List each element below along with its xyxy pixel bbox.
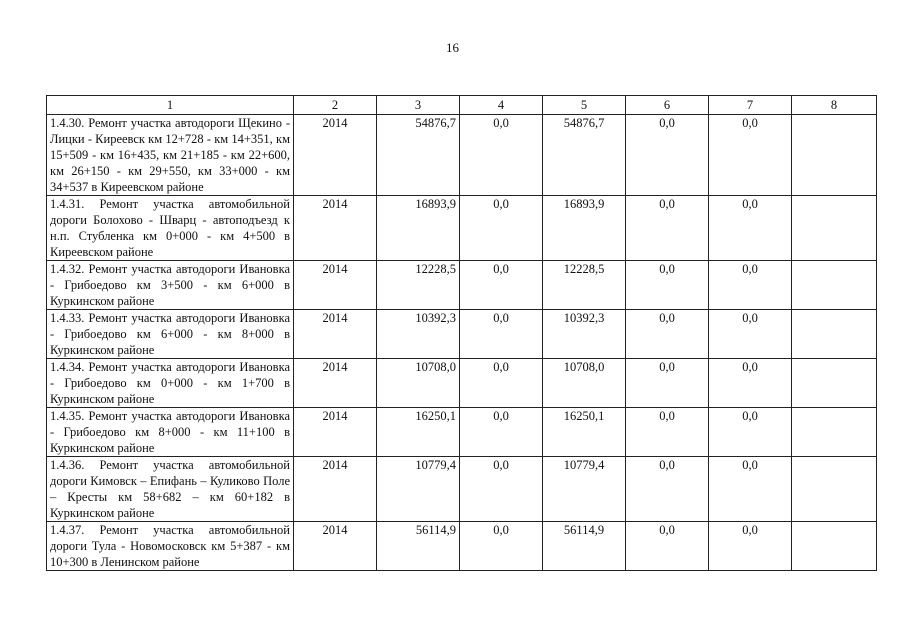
col6-cell: 0,0 bbox=[626, 457, 709, 522]
col6-cell: 0,0 bbox=[626, 196, 709, 261]
col7-cell: 0,0 bbox=[709, 115, 792, 196]
col6-cell: 0,0 bbox=[626, 408, 709, 457]
col8-cell bbox=[792, 522, 877, 571]
col5-cell: 10392,3 bbox=[543, 310, 626, 359]
col5-cell: 12228,5 bbox=[543, 261, 626, 310]
table-row bbox=[47, 115, 877, 196]
total-cell: 12228,5 bbox=[377, 261, 460, 310]
col8-cell bbox=[792, 457, 877, 522]
col4-cell: 0,0 bbox=[460, 408, 543, 457]
col4-cell: 0,0 bbox=[460, 359, 543, 408]
year-cell: 2014 bbox=[294, 261, 377, 310]
project-name-cell: 1.4.35. Ремонт участка автодороги Ивановка - Грибоедово км 8+000 - км 11+100 в Куркинском районе bbox=[47, 408, 294, 457]
column-header: 4 bbox=[460, 96, 543, 115]
col4-cell: 0,0 bbox=[460, 196, 543, 261]
year-cell: 2014 bbox=[294, 310, 377, 359]
year-cell: 2014 bbox=[294, 196, 377, 261]
project-name-cell: 1.4.30. Ремонт участка автодороги Щекино - Лицки - Киреевск км 12+728 - км 14+351, км 15+509 - км 16+435, км 21+185 - км 22+600, км 26+150 - км 29+550, км 33+000 - км 34+537 в Киреевском районе bbox=[47, 115, 294, 196]
col8-cell bbox=[792, 310, 877, 359]
total-cell: 10708,0 bbox=[377, 359, 460, 408]
project-name-cell: 1.4.32. Ремонт участка автодороги Ивановка - Грибоедово км 3+500 - км 6+000 в Куркинском районе bbox=[47, 261, 294, 310]
table-row bbox=[47, 261, 877, 310]
col8-cell bbox=[792, 115, 877, 196]
year-cell: 2014 bbox=[294, 115, 377, 196]
total-cell: 16893,9 bbox=[377, 196, 460, 261]
table-row bbox=[47, 196, 877, 261]
page-number: 16 bbox=[446, 40, 459, 55]
col5-cell: 16893,9 bbox=[543, 196, 626, 261]
col4-cell: 0,0 bbox=[460, 522, 543, 571]
table-row bbox=[47, 359, 877, 408]
col5-cell: 10779,4 bbox=[543, 457, 626, 522]
col7-cell: 0,0 bbox=[709, 522, 792, 571]
project-name-cell: 1.4.33. Ремонт участка автодороги Ивановка - Грибоедово км 6+000 - км 8+000 в Куркинском районе bbox=[47, 310, 294, 359]
year-cell: 2014 bbox=[294, 457, 377, 522]
col8-cell bbox=[792, 359, 877, 408]
year-cell: 2014 bbox=[294, 522, 377, 571]
column-header: 1 bbox=[47, 96, 294, 115]
col6-cell: 0,0 bbox=[626, 115, 709, 196]
col6-cell: 0,0 bbox=[626, 310, 709, 359]
col4-cell: 0,0 bbox=[460, 310, 543, 359]
col4-cell: 0,0 bbox=[460, 457, 543, 522]
project-name-cell: 1.4.36. Ремонт участка автомобильной дороги Кимовск – Епифань – Куликово Поле – Кресты км 58+682 – км 60+182 в Куркинском районе bbox=[47, 457, 294, 522]
col7-cell: 0,0 bbox=[709, 457, 792, 522]
column-header: 3 bbox=[377, 96, 460, 115]
column-header: 6 bbox=[626, 96, 709, 115]
col5-cell: 16250,1 bbox=[543, 408, 626, 457]
col7-cell: 0,0 bbox=[709, 310, 792, 359]
col5-cell: 54876,7 bbox=[543, 115, 626, 196]
col6-cell: 0,0 bbox=[626, 261, 709, 310]
col7-cell: 0,0 bbox=[709, 359, 792, 408]
program-table bbox=[46, 95, 877, 571]
col7-cell: 0,0 bbox=[709, 196, 792, 261]
col5-cell: 56114,9 bbox=[543, 522, 626, 571]
column-header: 2 bbox=[294, 96, 377, 115]
header-row bbox=[47, 96, 877, 115]
col8-cell bbox=[792, 261, 877, 310]
col6-cell: 0,0 bbox=[626, 522, 709, 571]
table-row bbox=[47, 310, 877, 359]
total-cell: 10392,3 bbox=[377, 310, 460, 359]
total-cell: 10779,4 bbox=[377, 457, 460, 522]
col8-cell bbox=[792, 408, 877, 457]
column-header: 7 bbox=[709, 96, 792, 115]
project-name-cell: 1.4.37. Ремонт участка автомобильной дороги Тула - Новомосковск км 5+387 - км 10+300 в Ленинском районе bbox=[47, 522, 294, 571]
project-name-cell: 1.4.31. Ремонт участка автомобильной дороги Болохово - Шварц - автоподъезд к н.п. Стубленка км 0+000 - км 4+500 в Киреевском районе bbox=[47, 196, 294, 261]
col6-cell: 0,0 bbox=[626, 359, 709, 408]
project-name-cell: 1.4.34. Ремонт участка автодороги Ивановка - Грибоедово км 0+000 - км 1+700 в Куркинском районе bbox=[47, 359, 294, 408]
table-row bbox=[47, 408, 877, 457]
col7-cell: 0,0 bbox=[709, 408, 792, 457]
total-cell: 56114,9 bbox=[377, 522, 460, 571]
table-row bbox=[47, 522, 877, 571]
column-header: 8 bbox=[792, 96, 877, 115]
year-cell: 2014 bbox=[294, 359, 377, 408]
col8-cell bbox=[792, 196, 877, 261]
total-cell: 54876,7 bbox=[377, 115, 460, 196]
total-cell: 16250,1 bbox=[377, 408, 460, 457]
column-header: 5 bbox=[543, 96, 626, 115]
col4-cell: 0,0 bbox=[460, 261, 543, 310]
table-row bbox=[47, 457, 877, 522]
year-cell: 2014 bbox=[294, 408, 377, 457]
col5-cell: 10708,0 bbox=[543, 359, 626, 408]
col7-cell: 0,0 bbox=[709, 261, 792, 310]
col4-cell: 0,0 bbox=[460, 115, 543, 196]
